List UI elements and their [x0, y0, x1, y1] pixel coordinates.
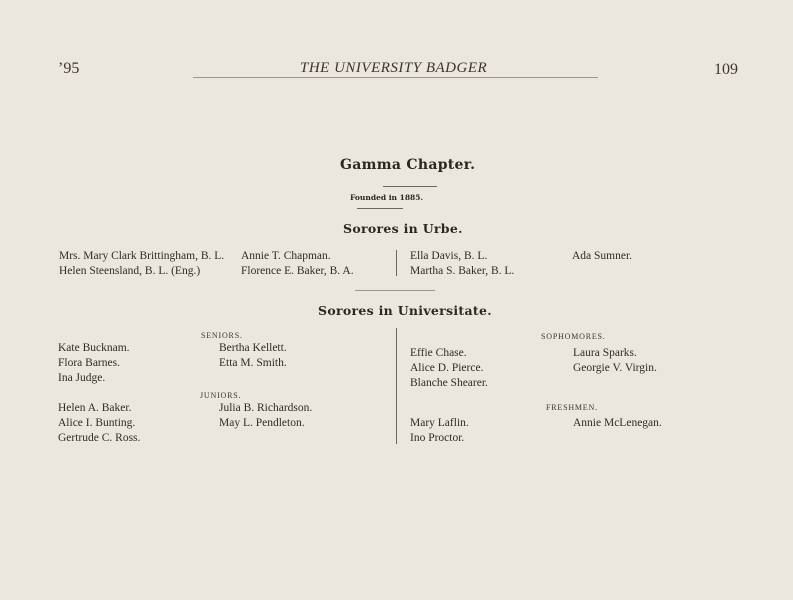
- page-year: ’95: [58, 60, 80, 77]
- list-item: Julia B. Richardson.: [219, 402, 313, 414]
- list-item: Alice D. Pierce.: [410, 362, 484, 374]
- seniors-col-b: [219, 341, 287, 371]
- seniors-col-a: [58, 341, 130, 386]
- column-divider: [396, 250, 397, 276]
- column-divider: [396, 328, 397, 444]
- juniors-col-a: [58, 401, 140, 446]
- list-item: Florence E. Baker, B. A.: [241, 265, 354, 277]
- section-rule: [355, 290, 435, 291]
- list-item: Mary Laflin.: [410, 417, 469, 429]
- freshmen-col-b: [573, 416, 662, 431]
- list-item: Ina Judge.: [58, 372, 106, 384]
- seniors-label: SENIORS.: [201, 331, 243, 340]
- founded-line: Founded in 1885.: [350, 193, 424, 202]
- freshmen-label: FRESHMEN.: [546, 403, 598, 412]
- list-item: Ella Davis, B. L.: [410, 250, 488, 262]
- urbe-col2: [241, 249, 354, 279]
- list-item: Georgie V. Virgin.: [573, 362, 657, 374]
- list-item: Alice I. Bunting.: [58, 417, 136, 429]
- list-item: Gertrude C. Ross.: [58, 432, 141, 444]
- list-item: Etta M. Smith.: [219, 357, 287, 369]
- urbe-col1: [59, 249, 224, 279]
- list-item: Annie T. Chapman.: [241, 250, 331, 262]
- title-rule: [383, 186, 437, 187]
- list-item: Bertha Kellett.: [219, 342, 287, 354]
- chapter-title: Gamma Chapter.: [340, 157, 476, 173]
- list-item: Ino Proctor.: [410, 432, 465, 444]
- list-item: Helen Steensland, B. L. (Eng.): [59, 265, 201, 277]
- juniors-col-b: [219, 401, 312, 431]
- list-item: Kate Bucknam.: [58, 342, 130, 354]
- list-item: Blanche Shearer.: [410, 377, 488, 389]
- running-title: THE UNIVERSITY BADGER: [300, 60, 488, 76]
- list-item: Ada Sumner.: [572, 250, 633, 262]
- header-rule: [193, 77, 598, 78]
- sophomores-label: SOPHOMORES.: [541, 332, 606, 341]
- list-item: Laura Sparks.: [573, 347, 637, 359]
- list-item: Helen A. Baker.: [58, 402, 132, 414]
- freshmen-col-a: [410, 416, 469, 446]
- list-item: Martha S. Baker, B. L.: [410, 265, 515, 277]
- list-item: Mrs. Mary Clark Brittingham, B. L.: [59, 250, 225, 262]
- juniors-label: JUNIORS.: [200, 391, 242, 400]
- universitate-heading: Sorores in Universitate.: [318, 303, 492, 318]
- list-item: Annie McLenegan.: [573, 417, 662, 429]
- founded-rule: [357, 208, 403, 209]
- sophomores-col-a: [410, 346, 488, 391]
- list-item: Effie Chase.: [410, 347, 467, 359]
- sophomores-col-b: [573, 346, 657, 376]
- page-number: 109: [714, 61, 738, 78]
- urbe-col4: [572, 249, 632, 264]
- list-item: May L. Pendleton.: [219, 417, 305, 429]
- urbe-col3: [410, 249, 514, 279]
- list-item: Flora Barnes.: [58, 357, 120, 369]
- urbe-heading: Sorores in Urbe.: [343, 221, 463, 236]
